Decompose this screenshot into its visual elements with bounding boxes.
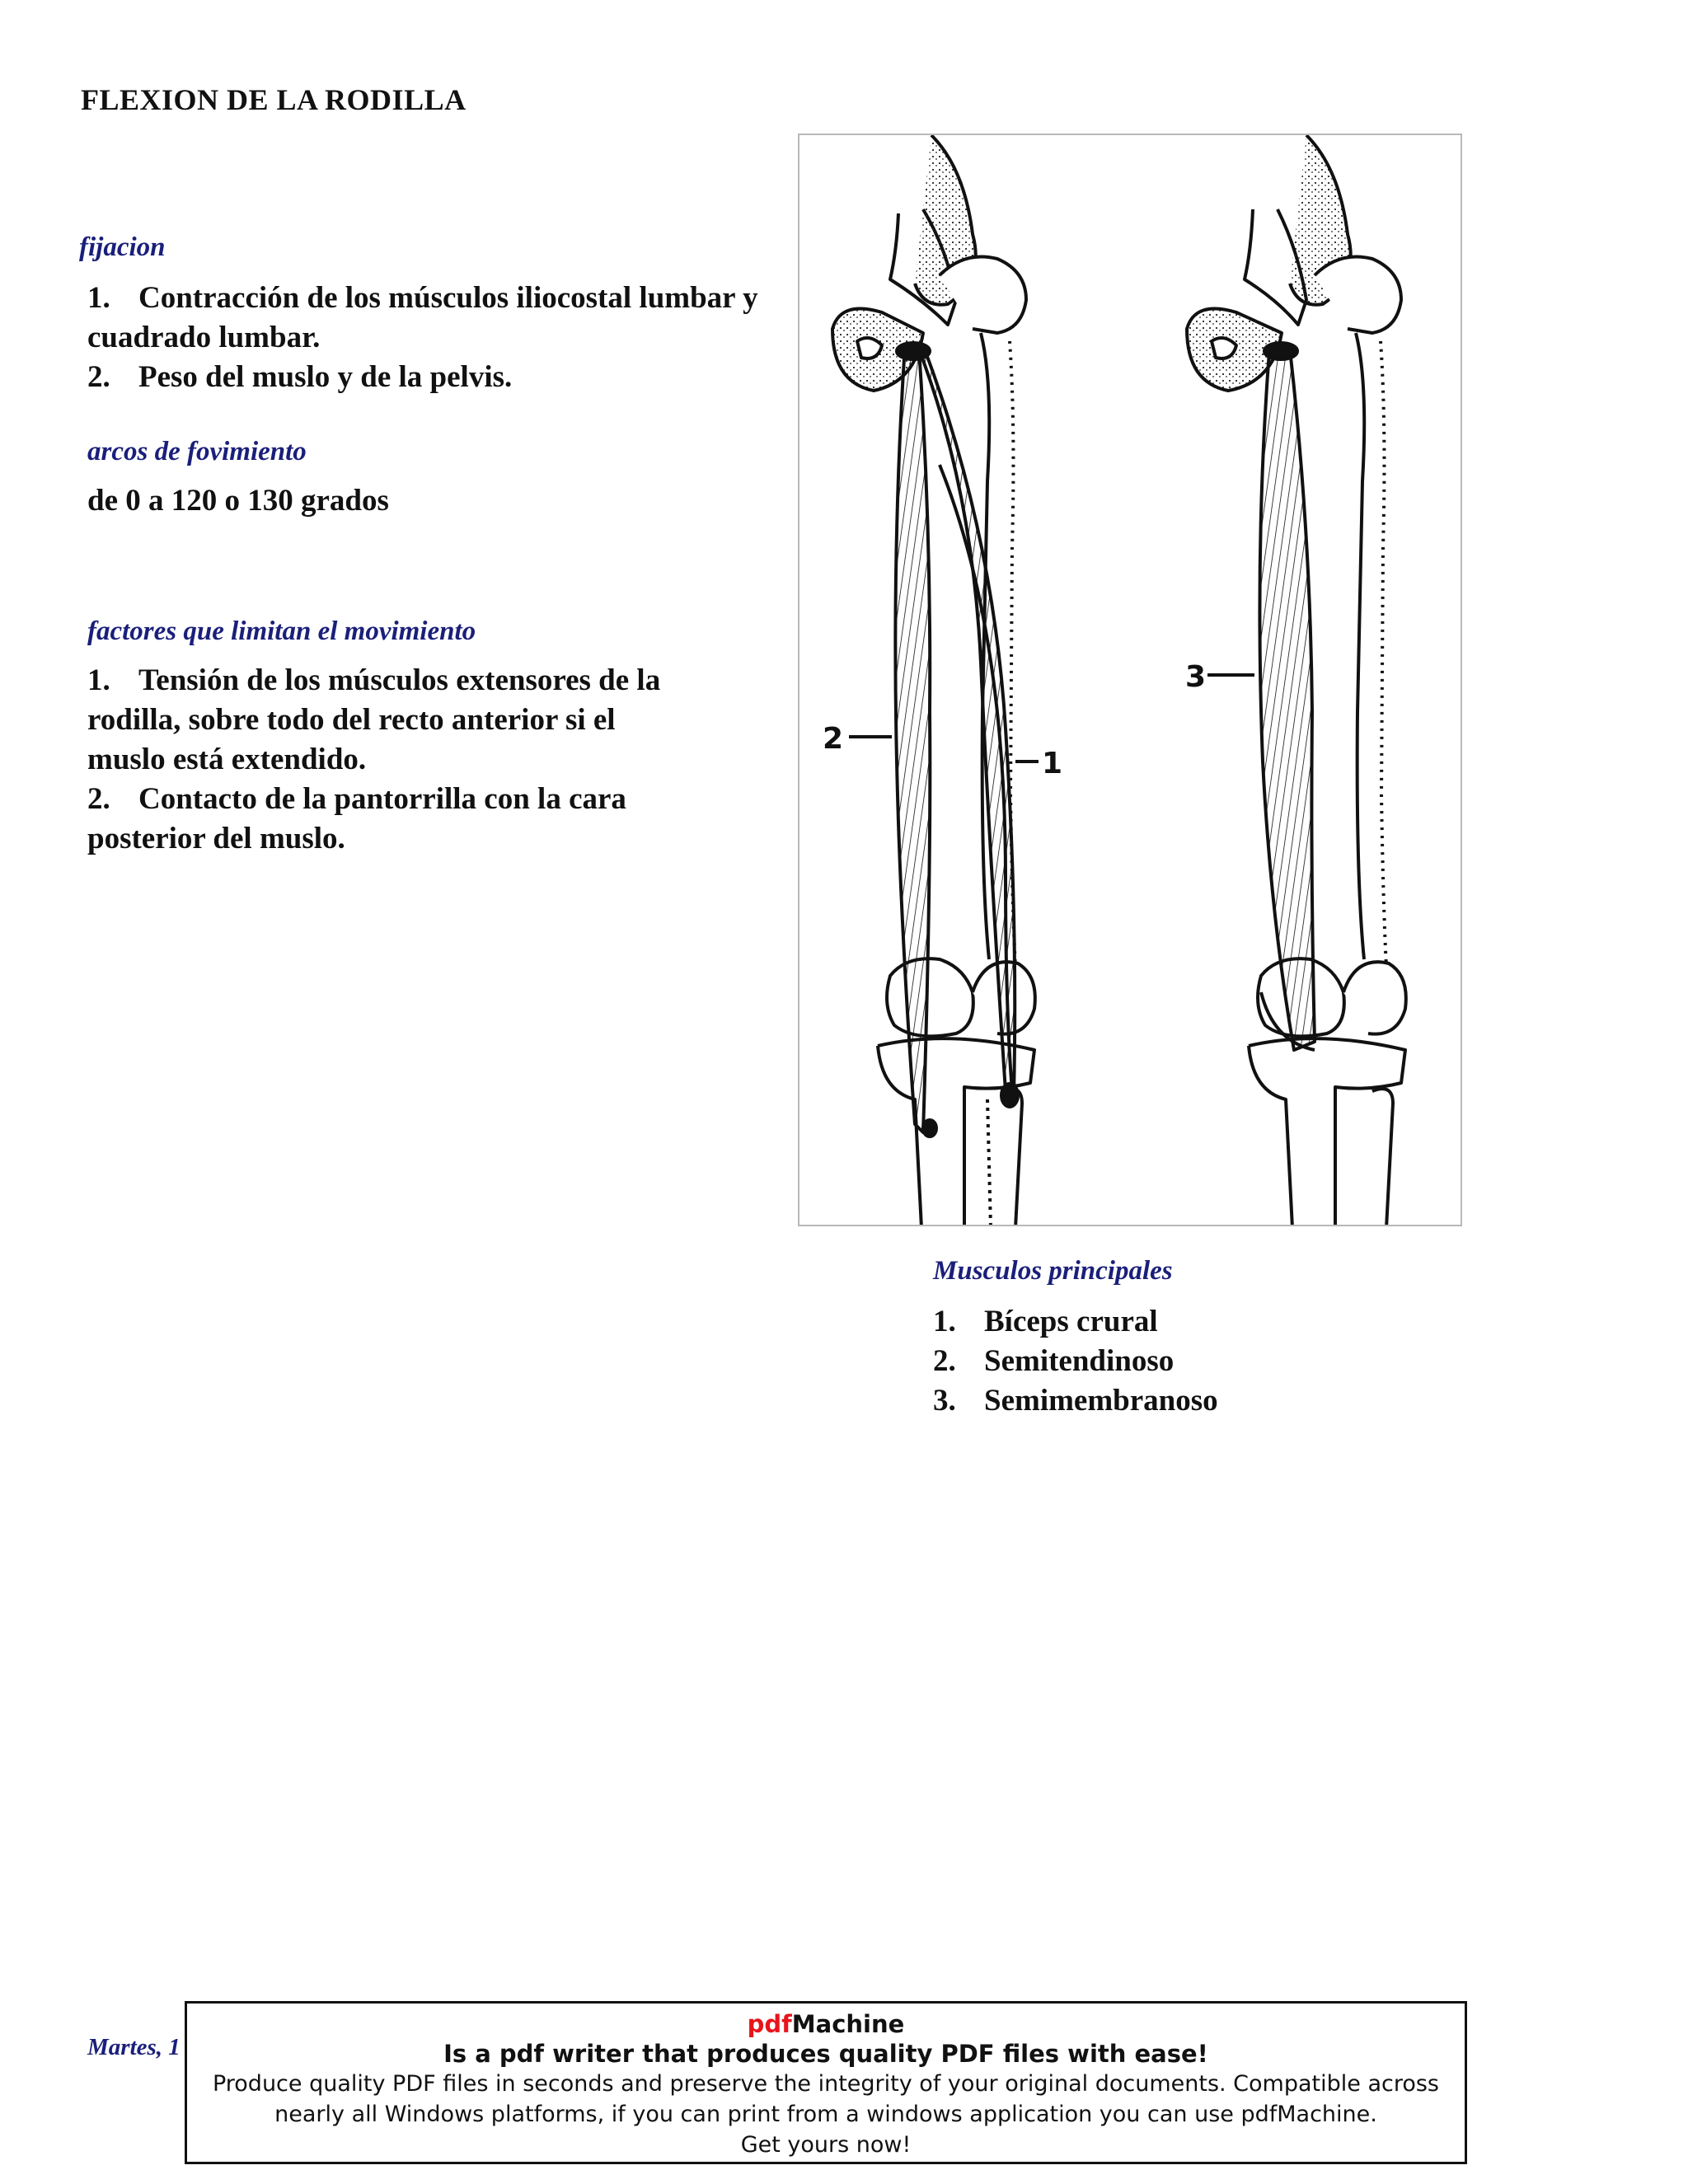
- banner-brand: pdfMachine: [747, 2010, 905, 2038]
- fijacion-list: [87, 279, 796, 397]
- banner-cta[interactable]: Get yours now!: [740, 2132, 912, 2158]
- anatomy-figure: [798, 134, 1462, 1226]
- fijacion-heading: fijacion: [79, 232, 166, 262]
- factores-item-2-cont: posterior del muslo.: [87, 822, 345, 855]
- pdfmachine-banner[interactable]: [185, 2001, 1467, 2164]
- fijacion-item-1-cont: cuadrado lumbar.: [87, 321, 321, 354]
- factores-item-1-cont-b: muslo está extendido.: [87, 743, 367, 776]
- factores-heading: factores que limitan el movimiento: [87, 616, 476, 646]
- musculo-item-2: 2. Semitendinoso: [933, 1344, 1175, 1378]
- arcos-text: de 0 a 120 o 130 grados: [87, 484, 389, 518]
- page-title: FLEXION DE LA RODILLA: [81, 83, 467, 116]
- fijacion-item-1: 1. Contracción de los músculos iliocostal lumbar y: [87, 281, 758, 315]
- left-leg-drawing: [832, 135, 1035, 1226]
- factores-item-2: 2. Contacto de la pantorrilla con la cara: [87, 782, 626, 816]
- fijacion-item-2: 2. Peso del muslo y de la pelvis.: [87, 360, 513, 394]
- factores-item-1: 1. Tensión de los músculos extensores de la: [87, 663, 661, 697]
- musculos-list: [933, 1302, 1218, 1421]
- label-1: 1: [1042, 747, 1063, 780]
- musculo-item-1: 1. Bíceps crural: [933, 1305, 1158, 1338]
- leg-illustration: [799, 135, 1462, 1226]
- footer-date: Martes, 1: [87, 2034, 181, 2060]
- banner-description-1: Produce quality PDF files in seconds and preserve the integrity of your original documents. Compatible across: [212, 2071, 1440, 2097]
- factores-item-1-cont-a: rodilla, sobre todo del recto anterior si el: [87, 703, 616, 737]
- factores-list: [87, 661, 796, 859]
- banner-tagline: Is a pdf writer that produces quality PDF files with ease!: [443, 2040, 1208, 2068]
- musculo-item-3: 3. Semimembranoso: [933, 1384, 1218, 1418]
- arcos-heading: arcos de fovimiento: [87, 437, 307, 466]
- right-leg-drawing: [1187, 135, 1406, 1226]
- label-3: 3: [1185, 660, 1207, 694]
- musculos-heading: Musculos principales: [933, 1256, 1173, 1286]
- label-2: 2: [823, 722, 844, 756]
- banner-description-2: nearly all Windows platforms, if you can print from a windows application you can use pdfMachine.: [274, 2102, 1377, 2127]
